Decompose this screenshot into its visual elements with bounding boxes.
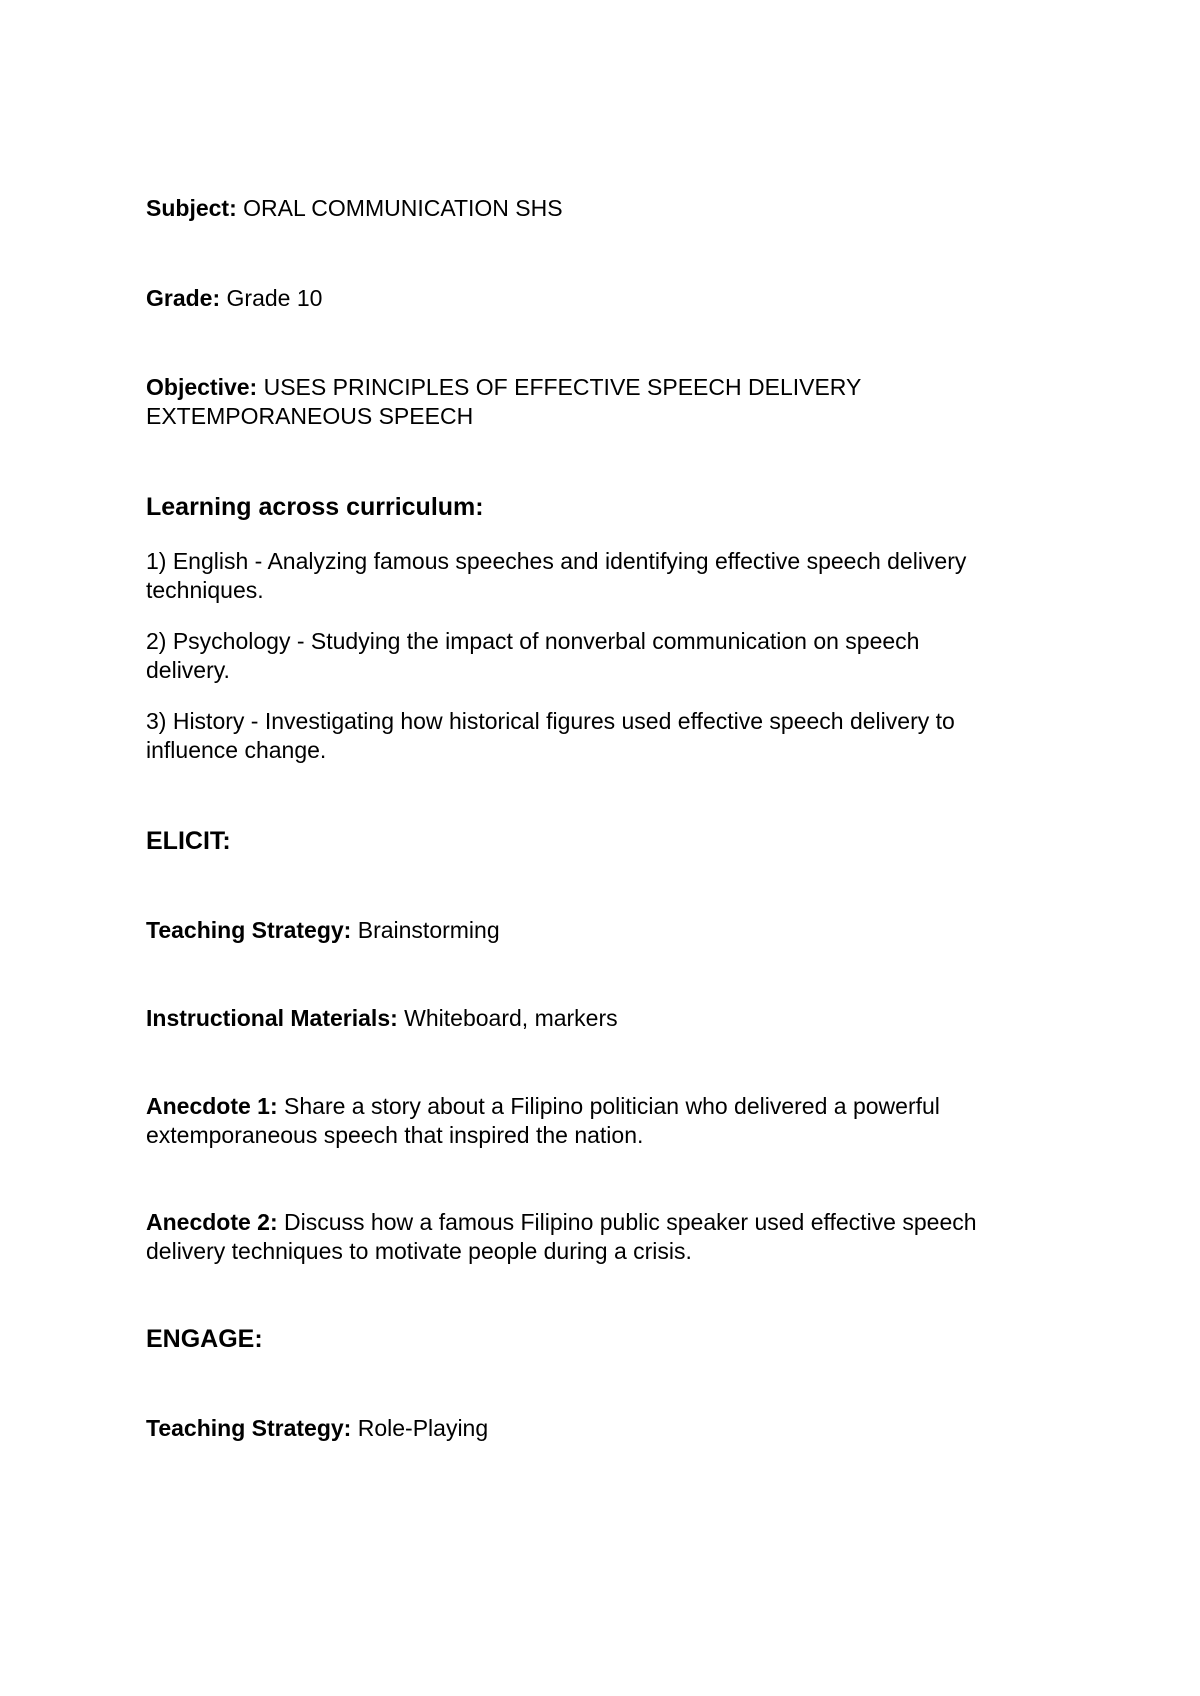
- subject-label: Subject:: [146, 195, 237, 221]
- engage-heading: ENGAGE:: [146, 1325, 263, 1353]
- engage-teaching-strategy-value: Role-Playing: [357, 1415, 489, 1441]
- elicit-teaching-strategy-line: [146, 916, 1046, 945]
- curriculum-item-psychology: 2) Psychology - Studying the impact of nonverbal communication on speech delivery.: [146, 628, 920, 683]
- anecdote-2-label: Anecdote 2:: [146, 1209, 278, 1235]
- learning-across-curriculum-heading: Learning across curriculum:: [146, 493, 484, 521]
- curriculum-item-history: 3) History - Investigating how historical figures used effective speech delivery to influence change.: [146, 708, 955, 763]
- instructional-materials-label: Instructional Materials:: [146, 1005, 398, 1031]
- elicit-teaching-strategy-value: Brainstorming: [357, 917, 500, 943]
- objective-value: USES PRINCIPLES OF EFFECTIVE SPEECH DELIVERY EXTEMPORANEOUS SPEECH: [146, 374, 861, 429]
- subject-line: [146, 194, 1046, 223]
- anecdote-1-value: Share a story about a Filipino politician who delivered a powerful extemporaneous speech that inspired the nation.: [146, 1093, 940, 1148]
- anecdote-2-line: [146, 1208, 1046, 1266]
- elicit-heading: ELICIT:: [146, 827, 231, 855]
- grade-value: Grade 10: [226, 285, 323, 311]
- instructional-materials-value: Whiteboard, markers: [404, 1005, 618, 1031]
- anecdote-1-label: Anecdote 1:: [146, 1093, 278, 1119]
- anecdote-1-line: [146, 1092, 1016, 1150]
- objective-label: Objective:: [146, 374, 258, 400]
- subject-value: ORAL COMMUNICATION SHS: [243, 195, 563, 221]
- engage-teaching-strategy-line: [146, 1414, 1046, 1443]
- engage-teaching-strategy-label: Teaching Strategy:: [146, 1415, 352, 1441]
- curriculum-item-english: 1) English - Analyzing famous speeches and identifying effective speech delivery techniques.: [146, 548, 967, 603]
- instructional-materials-line: [146, 1004, 1046, 1033]
- objective-line: [146, 373, 1006, 431]
- anecdote-2-value: Discuss how a famous Filipino public speaker used effective speech delivery techniques to motivate people during a crisis.: [146, 1209, 977, 1264]
- grade-label: Grade:: [146, 285, 221, 311]
- elicit-teaching-strategy-label: Teaching Strategy:: [146, 917, 352, 943]
- grade-line: [146, 284, 1046, 313]
